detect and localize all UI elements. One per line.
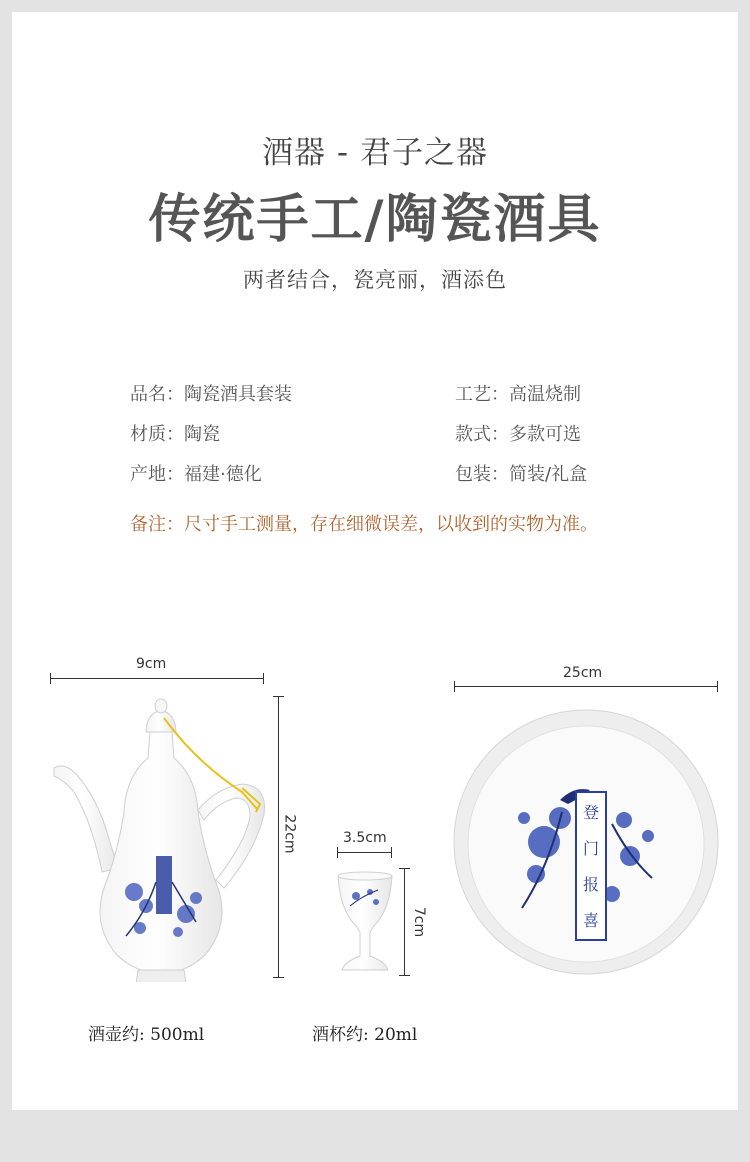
spec-package xyxy=(455,460,587,486)
plate-width-line xyxy=(454,686,718,687)
plate-banner-char-4: 喜 xyxy=(582,911,600,930)
spec-origin-value: 福建·德化 xyxy=(184,464,262,485)
pot-height-label: 22cm xyxy=(281,814,298,854)
cup-width-line xyxy=(337,852,392,853)
header-tagline: 两者结合，瓷亮丽，酒添色 xyxy=(243,268,507,292)
spec-material xyxy=(130,420,220,446)
spec-material-value: 陶瓷 xyxy=(184,424,220,445)
cup-width-label: 3.5cm xyxy=(343,830,387,846)
spec-package-label: 包装： xyxy=(455,464,509,485)
spec-style-value: 多款可选 xyxy=(509,424,581,445)
pot-width-line xyxy=(50,678,264,679)
header-subtitle: 酒器 - 君子之器 xyxy=(262,135,488,171)
header-title: 传统手工/陶瓷酒具 xyxy=(148,190,602,250)
spec-name xyxy=(130,380,292,406)
spec-craft-value: 高温烧制 xyxy=(509,384,581,405)
spec-package-value: 简装/礼盒 xyxy=(509,464,588,485)
pot-width-label: 9cm xyxy=(136,656,167,672)
wine-cup-image xyxy=(334,870,396,978)
spec-origin xyxy=(130,460,262,486)
product-detail-card xyxy=(12,12,738,1110)
plate-image xyxy=(452,708,722,980)
spec-name-label: 品名： xyxy=(130,384,184,405)
plate-width-label: 25cm xyxy=(563,665,603,681)
spec-style xyxy=(455,420,581,446)
cup-height-label: 7cm xyxy=(411,906,428,938)
spec-note: 备注：尺寸手工测量，存在细微误差，以收到的实物为准。 xyxy=(130,514,598,535)
plate-banner-char-2: 门 xyxy=(582,839,600,858)
spec-style-label: 款式： xyxy=(455,424,509,445)
spec-material-label: 材质： xyxy=(130,424,184,445)
plate-banner-char-1: 登 xyxy=(582,803,600,822)
wine-pot-image xyxy=(46,692,282,982)
pot-capacity-caption: 酒壶约: 500ml xyxy=(88,1025,205,1045)
spec-craft xyxy=(455,380,581,406)
cup-capacity-caption: 酒杯约: 20ml xyxy=(312,1025,418,1045)
plate-banner-char-3: 报 xyxy=(582,875,600,894)
cup-height-line xyxy=(404,868,405,976)
spec-name-value: 陶瓷酒具套装 xyxy=(184,384,292,405)
spec-origin-label: 产地： xyxy=(130,464,184,485)
spec-craft-label: 工艺： xyxy=(455,384,509,405)
